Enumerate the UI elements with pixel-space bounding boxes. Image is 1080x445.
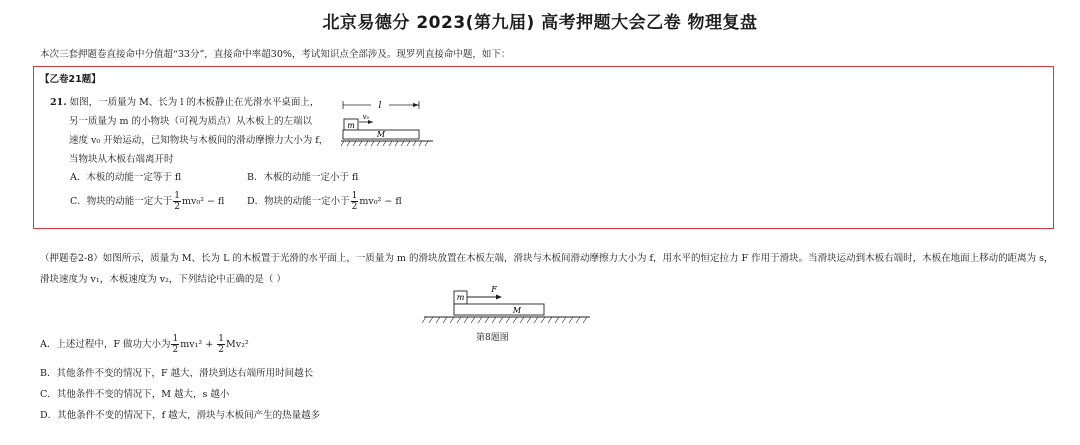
question-line-3: 速度 v₀ 开始运动，已知物块与木板间的滑动摩擦力大小为 f， [69, 135, 329, 146]
option-a-term1: mv₁² [180, 339, 203, 350]
frac-num: 1 [351, 191, 358, 201]
length-label: l [378, 101, 382, 111]
small-block-label: m [456, 293, 465, 302]
question-21 [50, 93, 340, 169]
fraction-half [351, 191, 359, 212]
option-c-suffix: mv₀² − fl [182, 196, 225, 207]
frac-den: 2 [172, 345, 179, 355]
board-label: M [376, 130, 386, 139]
frac-num: 1 [174, 191, 181, 201]
q21-option-a: A．木板的动能一定等于 fl [70, 172, 182, 183]
frac-den: 2 [218, 345, 224, 355]
option-a-plus: + [205, 339, 214, 350]
fraction-half [171, 334, 179, 355]
velocity-label: v₀ [362, 113, 370, 121]
board-block-diagram-21 [341, 95, 441, 155]
q28-option-d: D．其他条件不变的情况下，f 越大，滑块与木板间产生的热量越多 [40, 410, 321, 421]
frac-num: 1 [218, 334, 224, 344]
force-label: F [491, 285, 497, 294]
option-d-prefix: D．物块的动能一定小于 [247, 196, 350, 207]
document-title: 北京易德分 2023(第九届) 高考押题大会乙卷 物理复盘 [322, 13, 758, 33]
small-block-label: m [347, 121, 355, 130]
figure-caption: 第8题图 [476, 333, 509, 343]
highlight-box-q21 [33, 66, 1054, 229]
question-2-8: （押题卷2-8）如图所示，质量为 M、长为 L 的木板置于光滑的水平面上，一质量为 m 的滑块放置在木板左端，滑块与木板间滑动摩擦力大小为 f，用水平的恒定拉力 F 作用于滑块。当滑块运动到木板右端时，木板在地面上移动的距离为 s，滑块速度为 v₁，木板速度为 v₂，下列结论中正确的是（ ） [40, 253, 1054, 285]
intro-text: 本次三套押题卷直接命中分值超“33分”，直接命中率超30%，考试知识点全部涉及。现罗列直接命中题，如下： [40, 49, 511, 60]
board-label: M [512, 306, 522, 315]
fraction-half [217, 334, 225, 355]
q21-option-b: B．木板的动能一定小于 fl [247, 172, 359, 183]
q28-option-a [40, 334, 249, 355]
frac-num: 1 [172, 334, 179, 344]
option-a-term2: Mv₂² [225, 339, 249, 350]
question-line-4: 当物块从木板右端离开时 [69, 154, 174, 165]
option-d-suffix: mv₀² − fl [359, 196, 402, 207]
q28-option-c: C．其他条件不变的情况下，M 越大，s 越小 [40, 389, 230, 400]
q21-option-c [70, 191, 224, 212]
question-number: 21. [50, 97, 67, 108]
frac-den: 2 [174, 202, 181, 212]
question-line-1: 如图，一质量为 M、长为 l 的木板静止在光滑水平桌面上， [69, 97, 320, 108]
box-tag: 【乙卷21题】 [40, 74, 101, 85]
q21-option-d [247, 191, 402, 212]
q28-option-b: B．其他条件不变的情况下，F 越大，滑块到达右端所用时间越长 [40, 368, 314, 379]
fraction-half [173, 191, 181, 212]
question-line-2: 另一质量为 m 的小物块（可视为质点）从木板上的左端以 [69, 116, 313, 127]
option-a-prefix: A．上述过程中，F 做功大小为 [40, 339, 171, 350]
option-c-prefix: C．物块的动能一定大于 [70, 196, 173, 207]
frac-den: 2 [351, 202, 358, 212]
